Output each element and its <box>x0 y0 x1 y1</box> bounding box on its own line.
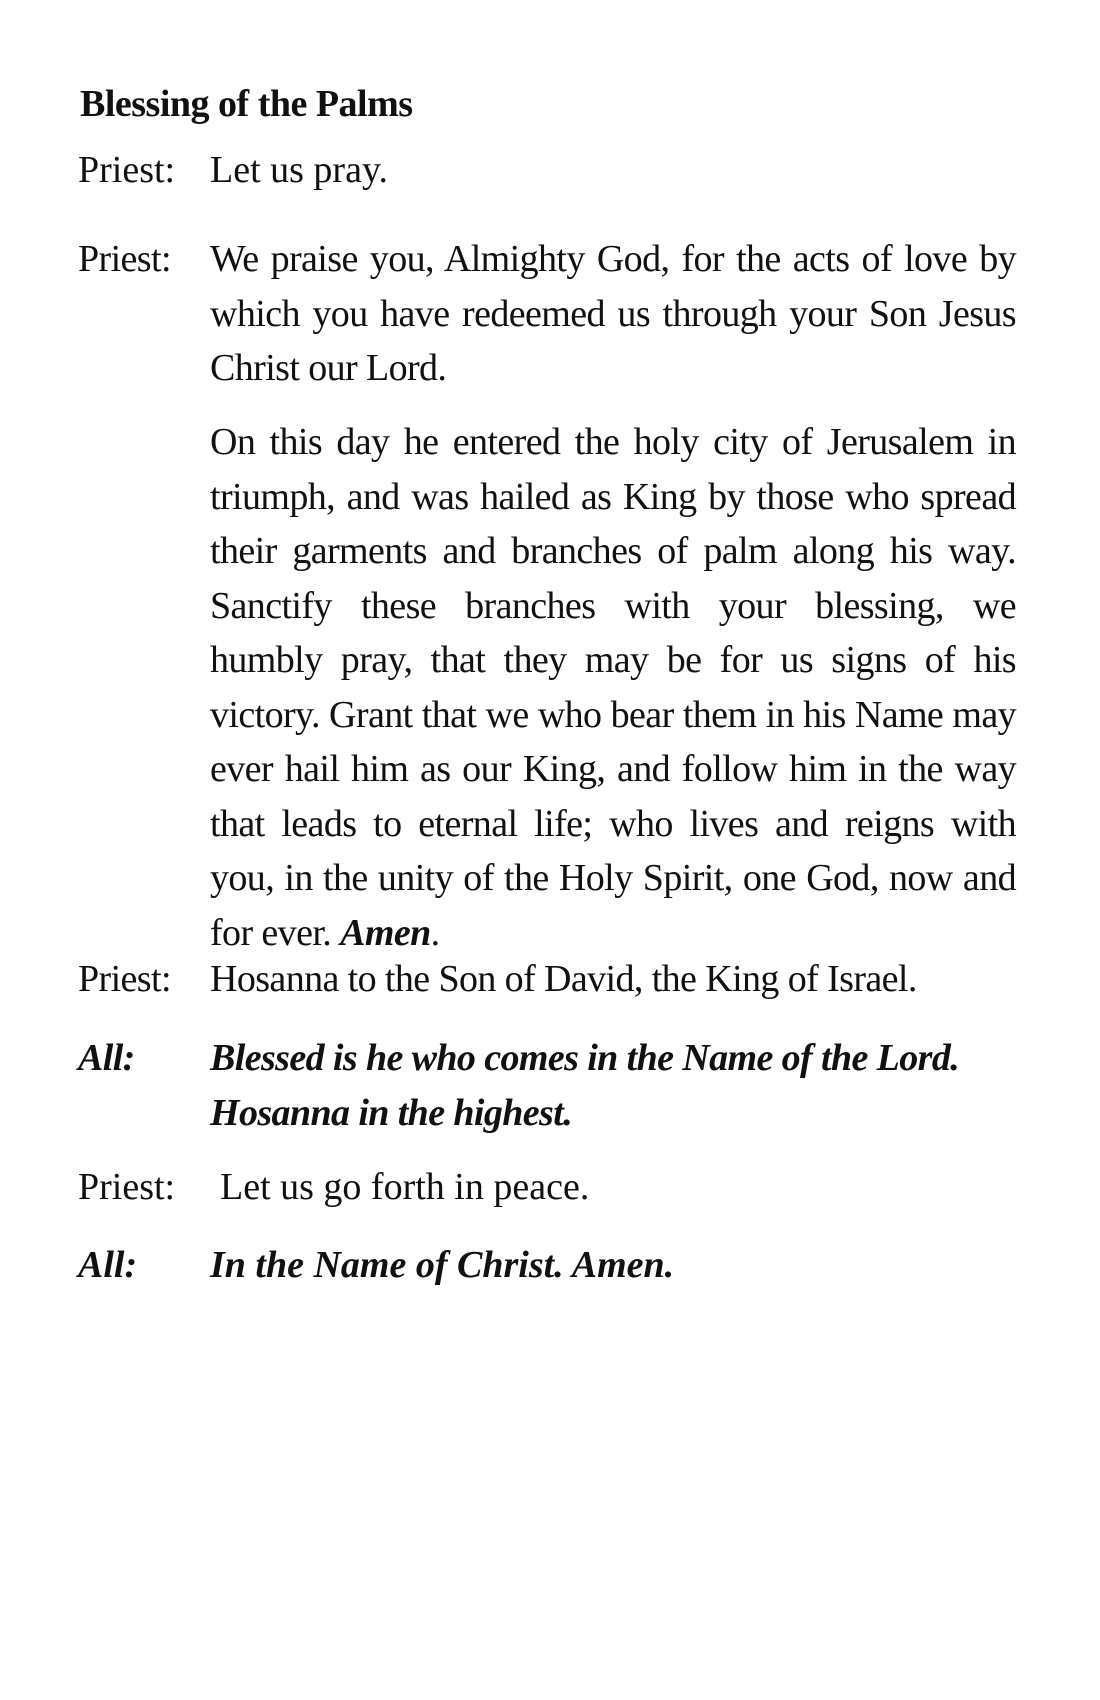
speaker-label: Priest: <box>78 238 171 280</box>
speaker-label: All: <box>78 1037 135 1079</box>
liturgy-paragraph-blessing <box>78 415 1018 960</box>
speaker-label: All: <box>78 1244 138 1286</box>
liturgy-line-priest-4 <box>78 1160 1018 1215</box>
liturgy-text: Let us go forth in peace. <box>220 1166 590 1208</box>
liturgy-text: Blessed is he who comes in the Name of the Lord. Hosanna in the highest. <box>210 1037 960 1134</box>
liturgy-line-priest-1 <box>78 143 1018 198</box>
speaker-label: Priest: <box>78 1166 176 1208</box>
liturgy-line-all-1 <box>78 1031 1018 1140</box>
blessing-text: On this day he entered the holy city of Jerusalem in triumph, and was hailed as King by those who spread their garments and branches of palm along his way. Sanctify these branches with your blessing, we humbly pray, that they may be for us signs of his victory. Grant that we who bear them in his Name may ever hail him as our King, and follow him in the way that leads to eternal life; who lives and reigns with you, in the unity of the Holy Spirit, one God, now and for ever. <box>210 421 1016 954</box>
speaker-label: Priest: <box>78 958 171 1000</box>
liturgy-line-all-2 <box>78 1238 1018 1293</box>
liturgy-text: Let us pray. <box>210 149 388 191</box>
liturgy-text: Hosanna to the Son of David, the King of Israel. <box>210 958 917 1000</box>
liturgy-line-priest-2 <box>78 232 1018 396</box>
section-heading: Blessing of the Palms <box>80 83 413 125</box>
liturgy-line-priest-3 <box>78 952 1018 1007</box>
amen-period: . <box>430 911 440 954</box>
amen-response: Amen <box>340 911 431 954</box>
liturgy-text <box>210 415 1016 960</box>
liturgy-text: In the Name of Christ. Amen. <box>210 1244 675 1286</box>
liturgy-text: We praise you, Almighty God, for the acts of love by which you have redeemed us through your Son Jesus Christ our Lord. <box>210 238 1016 389</box>
speaker-label: Priest: <box>78 149 176 191</box>
